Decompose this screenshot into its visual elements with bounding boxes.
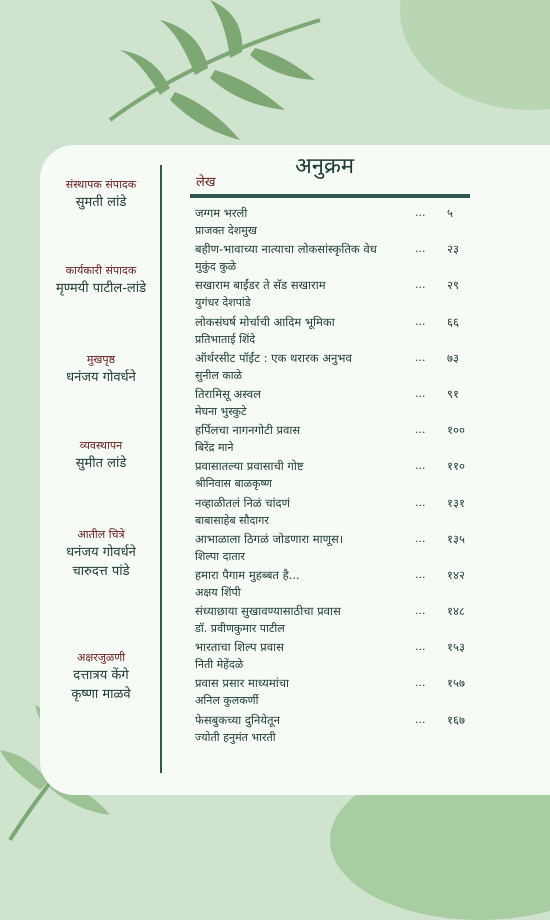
entry-title: लोकसंघर्ष मोर्चाची आदिम भूमिका [195, 314, 335, 329]
credit-name: कृष्णा माळवे [71, 687, 131, 702]
toc-entry [195, 602, 485, 638]
entry-leaders: ... [415, 567, 426, 581]
entry-author: निती मेहेंदळे [195, 658, 244, 672]
entry-title: भारताचा शिल्प प्रवास [195, 640, 284, 655]
entry-title: बहीण-भावाच्या नात्याचा लोकसांस्कृतिक वेध [195, 242, 377, 257]
page-title: अनुक्रम [295, 154, 355, 179]
entry-leaders: ... [415, 459, 426, 473]
table-of-contents [195, 204, 485, 747]
credit-label: आतील चित्रे [77, 528, 125, 541]
entry-author: प्रतिभाताई शिंदे [195, 332, 256, 346]
entry-author: शिल्पा दातार [195, 549, 245, 563]
credit-label: मुखपृष्ठ [86, 353, 116, 366]
entry-leaders: ... [415, 350, 426, 364]
toc-entry [195, 566, 485, 602]
toc-entry [195, 276, 485, 312]
entry-leaders: ... [415, 242, 426, 256]
credit-name: धनंजय गोवर्धने [66, 545, 136, 560]
heading-rule [190, 194, 470, 198]
entry-leaders: ... [415, 604, 426, 618]
entry-page: ७३ [447, 350, 459, 365]
entry-leaders: ... [415, 531, 426, 545]
credit-label: व्यवस्थापन [79, 439, 123, 452]
toc-entry [195, 711, 485, 747]
entry-author: मेघना भुस्कुटे [195, 404, 247, 418]
credit-management [40, 438, 162, 473]
entry-page: १४२ [447, 567, 465, 582]
credit-label: संस्थापक संपादक [65, 178, 137, 191]
background-blob-top-right [400, 0, 550, 110]
entry-author: प्राजक्त देशमुख [195, 224, 257, 237]
entry-page: १५३ [447, 640, 465, 655]
toc-entry [195, 349, 485, 385]
credit-cover [40, 352, 162, 387]
entry-page: १४८ [447, 604, 465, 619]
entry-page: १५७ [447, 676, 465, 691]
entry-title: नव्हाळीतलं निळं चांदणं [195, 495, 290, 510]
entry-author: अनिल कुलकर्णी [195, 694, 259, 708]
toc-entry [195, 638, 485, 674]
entry-title: संध्याछाया सुखावण्यासाठीचा प्रवास [195, 604, 341, 619]
entry-title: जग्गम भरली [195, 206, 248, 220]
entry-leaders: ... [415, 206, 426, 219]
entry-leaders: ... [415, 423, 426, 437]
entry-title: हर्पिलचा नागनगोटी प्रवास [195, 423, 301, 438]
entry-page: १०० [447, 423, 465, 438]
toc-entry [195, 313, 485, 349]
column-label: लेख [196, 175, 216, 190]
entry-leaders: ... [415, 712, 426, 726]
entry-author: मुकुंद कुळे [195, 260, 237, 274]
entry-leaders: ... [415, 314, 426, 328]
entry-page: १३१ [447, 495, 465, 510]
credit-name: चारुदत्त पांडे [72, 564, 130, 579]
entry-author: युगंधर देशपांडे [195, 296, 251, 310]
credit-typesetting [40, 650, 162, 704]
credit-name: धनंजय गोवर्धने [66, 370, 136, 385]
entry-page: २९ [447, 278, 459, 293]
entry-author: डॉ. प्रवीणकुमार पाटील [195, 622, 285, 636]
credits-sidebar [40, 165, 162, 775]
credit-founder-editor [40, 177, 162, 212]
toc-entry [195, 494, 485, 530]
entry-page: ६६ [447, 314, 459, 329]
toc-entry [195, 530, 485, 566]
entry-author: अक्षय शिंपी [195, 585, 241, 599]
credit-name: मृण्मयी पाटील-लांडे [55, 281, 147, 296]
toc-entry [195, 204, 485, 240]
credit-name: सुमीत लांडे [75, 456, 127, 471]
entry-author: सुनील काळे [195, 368, 243, 382]
credit-label: अक्षरजुळणी [76, 651, 126, 664]
entry-page: १३५ [447, 531, 465, 546]
entry-page: ११० [447, 459, 465, 474]
credit-executive-editor [40, 263, 162, 298]
credit-illustrations [40, 527, 162, 581]
entry-leaders: ... [415, 386, 426, 400]
entry-title: सखाराम बाईंडर ते सॅड सखाराम [195, 278, 326, 293]
toc-entry [195, 240, 485, 276]
entry-author: बाबासाहेब सौदागर [195, 513, 269, 527]
entry-author: श्रीनिवास बाळकृष्ण [195, 477, 272, 491]
entry-author: ज्योती हनुमंत भारती [195, 730, 276, 744]
credit-name: सुमती लांडे [75, 195, 127, 210]
entry-leaders: ... [415, 640, 426, 654]
entry-title: हमारा पैगाम मुहब्बत है... [195, 567, 300, 582]
entry-page: ९१ [447, 386, 459, 401]
entry-author: बिरेंद्र माने [195, 441, 234, 455]
toc-entry [195, 457, 485, 493]
vertical-divider [160, 165, 162, 773]
entry-title: प्रवास प्रसार माध्यमांचा [195, 676, 289, 691]
credit-name: दत्तात्रय केंगे [73, 668, 129, 683]
entry-page: १६७ [447, 712, 465, 727]
entry-title: ऑर्थरसीट पॉईंट : एक थरारक अनुभव [195, 350, 352, 365]
entry-title: तिरामिसू अस्वल [195, 386, 261, 401]
leaf-decoration-top [100, 0, 330, 150]
entry-title: प्रवासातल्या प्रवासाची गोष्ट [195, 459, 304, 474]
entry-leaders: ... [415, 676, 426, 690]
entry-page: २३ [447, 242, 459, 257]
credit-label: कार्यकारी संपादक [65, 264, 137, 277]
toc-entry [195, 674, 485, 710]
toc-entry [195, 421, 485, 457]
entry-leaders: ... [415, 495, 426, 509]
toc-entry [195, 385, 485, 421]
entry-leaders: ... [415, 278, 426, 292]
entry-page: ५ [447, 206, 453, 220]
entry-title: फेसबुकच्या दुनियेतून [195, 712, 280, 727]
entry-title: आभाळाला ठिगळं जोडणारा माणूस। [195, 531, 344, 546]
